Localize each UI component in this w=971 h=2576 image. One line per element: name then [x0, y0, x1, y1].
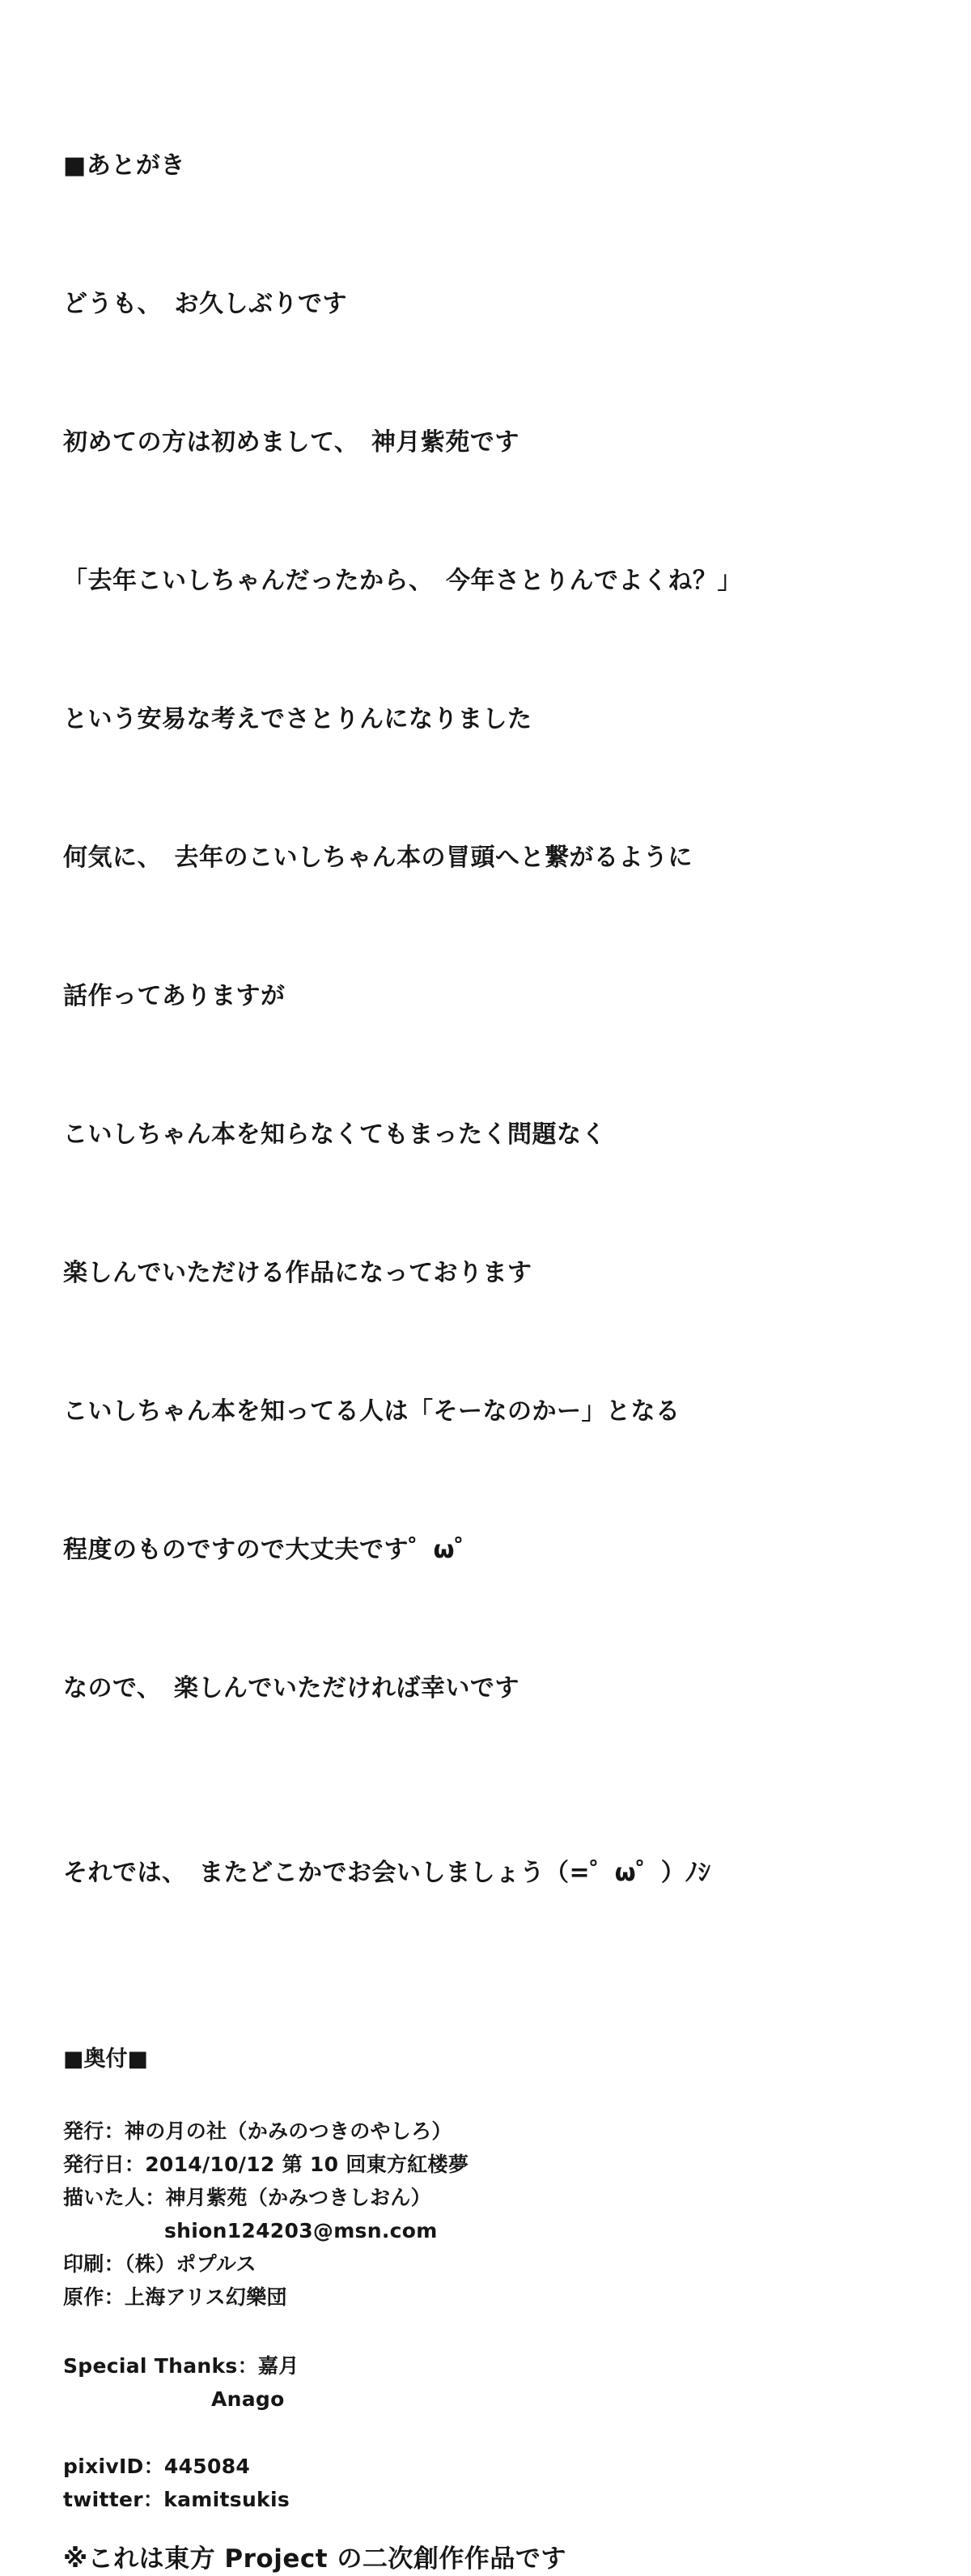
- artist-line: 描いた人：神月紫苑（かみつきしおん）: [63, 2186, 431, 2209]
- afterword-line: 楽しんでいただける作品になっております: [63, 1259, 532, 1287]
- afterword-line: 話作ってありますが: [63, 982, 286, 1010]
- afterword-line: 「去年こいしちゃんだったから、 今年さとりんでよくね？」: [63, 567, 742, 595]
- special-thanks-name-line: Anago: [211, 2387, 285, 2411]
- original-work-line: 原作：上海アリス幻樂団: [63, 2285, 287, 2309]
- publisher-line: 発行：神の月の社（かみのつきのやしろ）: [63, 2119, 452, 2143]
- afterword-line: 何気に、 去年のこいしちゃん本の冒頭へと繋がるように: [63, 844, 693, 872]
- special-thanks-block: [63, 2349, 939, 2416]
- afterword-section: [63, 50, 939, 1988]
- printer-line: 印刷：（株）ポプルス: [63, 2252, 257, 2276]
- afterword-closing-line: それでは、 またどこかでお会いしましょう（=゜ω゜）ﾉｼ: [63, 1859, 711, 1887]
- afterword-line: こいしちゃん本を知ってる人は「そーなのかー」となる: [63, 1397, 681, 1426]
- afterword-line: どうも、 お久しぶりです: [63, 290, 347, 318]
- afterword-line: こいしちゃん本を知らなくてもまったく問題なく: [63, 1120, 606, 1149]
- afterword-line: なので、 楽しんでいただければ幸いです: [63, 1674, 519, 1702]
- colophon-body: [63, 2115, 939, 2516]
- colophon-heading: ■奥付■: [63, 2047, 149, 2072]
- publish-date-line: 発行日：2014/10/12 第 10 回東方紅楼夢: [63, 2153, 469, 2176]
- special-thanks-line: Special Thanks：嘉月: [63, 2354, 299, 2378]
- derivative-work-notice: ※これは東方 Project の二次創作作品です: [63, 2544, 566, 2574]
- afterword-heading: ■あとがき: [63, 151, 185, 180]
- afterword-line: という安易な考えでさとりんになりました: [63, 705, 532, 733]
- contact-block: [63, 2450, 939, 2516]
- colophon-section: [63, 2043, 939, 2576]
- afterword-line: 程度のものですので大丈夫です゜ω゜: [63, 1536, 480, 1564]
- pixiv-id-line: pixivID：445084: [63, 2455, 251, 2478]
- email-line: shion124203@msn.com: [164, 2219, 438, 2242]
- afterword-line: 初めての方は初めまして、 神月紫苑です: [63, 428, 519, 457]
- twitter-line: twitter：kamitsukis: [63, 2488, 290, 2511]
